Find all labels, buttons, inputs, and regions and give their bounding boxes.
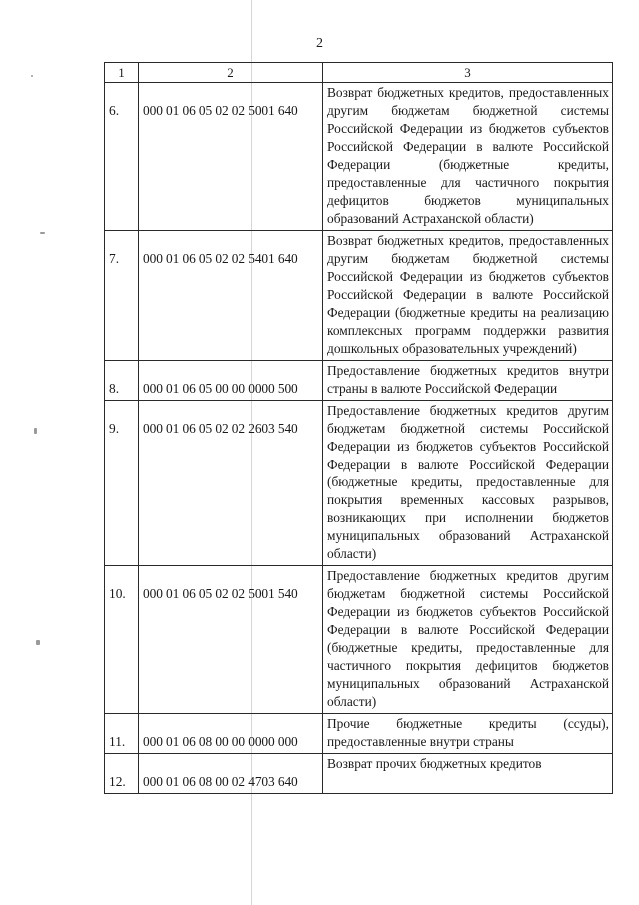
- table-row: [105, 400, 613, 566]
- row-number: 12.: [105, 753, 139, 793]
- budget-code: 000 01 06 05 00 00 0000 500: [139, 360, 323, 400]
- table-header-row: [105, 63, 613, 83]
- table-row: [105, 83, 613, 231]
- row-description: Предоставление бюджетных кредитов внутри страны в валюте Российской Федерации: [323, 360, 613, 400]
- budget-code: 000 01 06 05 02 02 5401 640: [139, 231, 323, 361]
- budget-codes-table: [104, 62, 613, 794]
- row-number: 10.: [105, 566, 139, 714]
- row-description: Предоставление бюджетных кредитов другим бюджетам бюджетной системы Российской Федерации из бюджетов субъектов Российской Федерации в валюте Российской Федерации (бюджетные кредиты, предоставленные для частичного покрытия дефицитов бюджетов муниципальных образований Астраханской области): [323, 566, 613, 714]
- row-description: Возврат бюджетных кредитов, предоставленных другим бюджетам бюджетной системы Российской Федерации из бюджетов субъектов Российской Федерации в валюте Российской Федерации (бюджетные кредиты, предоставленные для частичного покрытия дефицитов бюджетов муниципальных образований Астраханской области): [323, 83, 613, 231]
- budget-code: 000 01 06 05 02 02 5001 540: [139, 566, 323, 714]
- row-number: 7.: [105, 231, 139, 361]
- header-col-1: 1: [105, 63, 139, 83]
- row-number: 9.: [105, 400, 139, 566]
- row-description: Предоставление бюджетных кредитов другим бюджетам бюджетной системы Российской Федерации из бюджетов субъектов Российской Федерации в валюте Российской Федерации (бюджетные кредиты, предоставленные для покрытия временных кассовых разрывов, возникающих при исполнении бюджетов муниципальных образований Астраханской области): [323, 400, 613, 566]
- budget-code: 000 01 06 08 00 02 4703 640: [139, 753, 323, 793]
- row-number: 11.: [105, 713, 139, 753]
- row-description: Прочие бюджетные кредиты (ссуды), предоставленные внутри страны: [323, 713, 613, 753]
- header-col-3: 3: [323, 63, 613, 83]
- table-row: [105, 713, 613, 753]
- scan-speck: [36, 640, 40, 645]
- page-number: 2: [316, 36, 323, 51]
- table-row: [105, 566, 613, 714]
- budget-code: 000 01 06 05 02 02 2603 540: [139, 400, 323, 566]
- row-number: 8.: [105, 360, 139, 400]
- table-row: [105, 231, 613, 361]
- row-number: 6.: [105, 83, 139, 231]
- scan-speck: [40, 232, 45, 234]
- header-col-2: 2: [139, 63, 323, 83]
- scan-speck: [34, 428, 37, 434]
- table-row: [105, 360, 613, 400]
- row-description: Возврат прочих бюджетных кредитов: [323, 753, 613, 793]
- budget-code: 000 01 06 05 02 02 5001 640: [139, 83, 323, 231]
- row-description: Возврат бюджетных кредитов, предоставленных другим бюджетам бюджетной системы Российской Федерации из бюджетов субъектов Российской Федерации в валюте Российской Федерации (бюджетные кредиты на реализацию комплексных программ поддержки развития дошкольных образовательных учреждений): [323, 231, 613, 361]
- scan-speck: [31, 75, 33, 77]
- table-row: [105, 753, 613, 793]
- budget-code: 000 01 06 08 00 00 0000 000: [139, 713, 323, 753]
